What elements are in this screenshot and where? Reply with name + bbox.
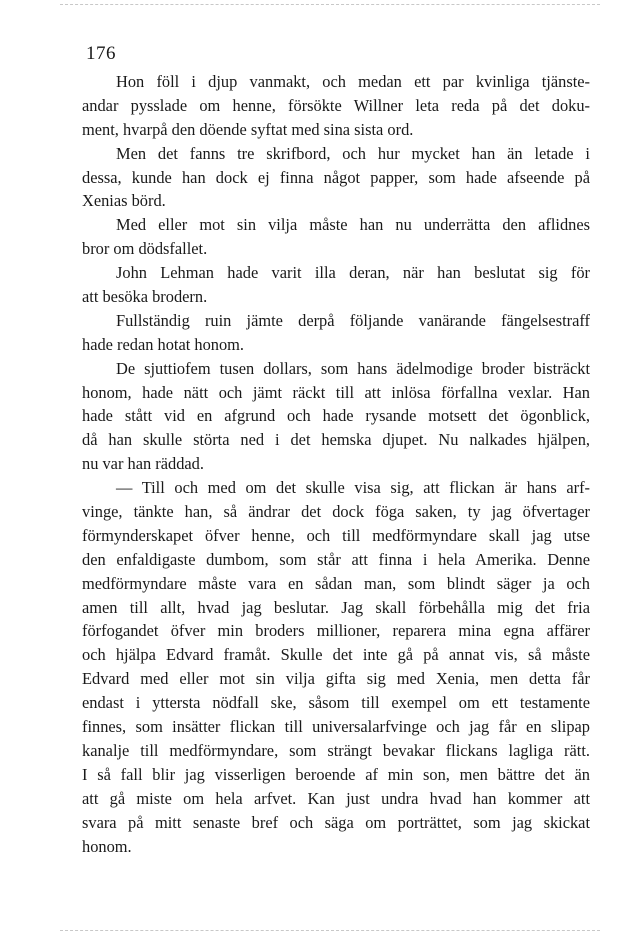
text-line: endast i yttersta nödfall ske, såsom till exempel om ett testamente [82, 693, 590, 713]
scan-edge-top [60, 4, 600, 5]
text-line: finnes, som insätter flickan till universalarfvinge och jag får en slipap [82, 717, 590, 737]
text-line: kanalje till medförmyndare, som strängt bevakar flickans lagliga rätt. [82, 740, 590, 760]
text-line: svara på mitt senaste bref och säga om porträttet, som jag skickat [82, 812, 590, 832]
text-line: och hjälpa Edvard framåt. Skulle det inte gå på annat vis, så måste [82, 645, 590, 665]
text-line: Xenias börd. [82, 191, 166, 211]
text-line: Med eller mot sin vilja måste han nu underrätta den aflidnes [116, 215, 590, 235]
text-line: John Lehman hade varit illa deran, när han beslutat sig för [116, 263, 590, 283]
text-line: Edvard med eller mot sin vilja gifta sig med Xenia, men detta får [82, 669, 590, 689]
body-text [82, 70, 590, 858]
text-line: då han skulle störta ned i det hemska djupet. Nu nalkades hjälpen, [82, 430, 590, 450]
text-line: ment, hvarpå den döende syftat med sina sista ord. [82, 119, 414, 139]
text-line: — Till och med om det skulle visa sig, att flickan är hans arf- [116, 478, 590, 498]
text-line: amen till allt, hvad jag beslutar. Jag skall förbehålla mig det fria [82, 597, 590, 617]
text-line: Hon föll i djup vanmakt, och medan ett par kvinliga tjänste- [116, 72, 590, 91]
text-line: förmynderskapet öfver henne, och till medförmyndare skall jag utse [82, 525, 590, 545]
text-line: dessa, kunde han dock ej finna något papper, som hade afseende på [82, 167, 590, 187]
text-line: honom, hade nätt och jämt räckt till att inlösa förfallna vexlar. Han [82, 382, 590, 402]
text-line: förfogandet öfver min broders millioner, reparera mina egna affärer [82, 621, 590, 641]
scan-edge-bottom [60, 930, 600, 931]
page-number: 176 [86, 43, 116, 64]
text-line: Fullständig ruin jämte derpå följande vanärande fängelsestraff [116, 310, 590, 330]
text-line: att gå miste om hela arfvet. Kan just undra hvad han kommer att [82, 788, 590, 808]
text-line: hade redan hotat honom. [82, 334, 245, 354]
text-line: De sjuttiofem tusen dollars, som hans ädelmodige broder bisträckt [116, 358, 590, 378]
text-line: honom. [82, 836, 132, 856]
text-line: den enfaldigaste dumbom, som står att finna i hela Amerika. Denne [82, 549, 590, 569]
text-line: vinge, tänkte han, så ändrar det dock föga saken, ty jag öfvertager [82, 502, 590, 522]
text-line: andar pysslade om henne, försökte Willner leta reda på det doku- [82, 95, 590, 115]
text-line: Men det fanns tre skrifbord, och hur mycket han än letade i [116, 143, 590, 163]
text-line: att besöka brodern. [82, 287, 208, 307]
text-line: hade stått vid en afgrund och hade rysande motsett det ögonblick, [82, 406, 590, 426]
text-line: bror om dödsfallet. [82, 239, 208, 259]
text-line: medförmyndare måste vara en sådan man, som blindt säger ja och [82, 573, 590, 593]
text-line: I så fall blir jag visserligen beroende af min son, men bättre det än [82, 764, 590, 784]
text-line: nu var han räddad. [82, 454, 204, 474]
